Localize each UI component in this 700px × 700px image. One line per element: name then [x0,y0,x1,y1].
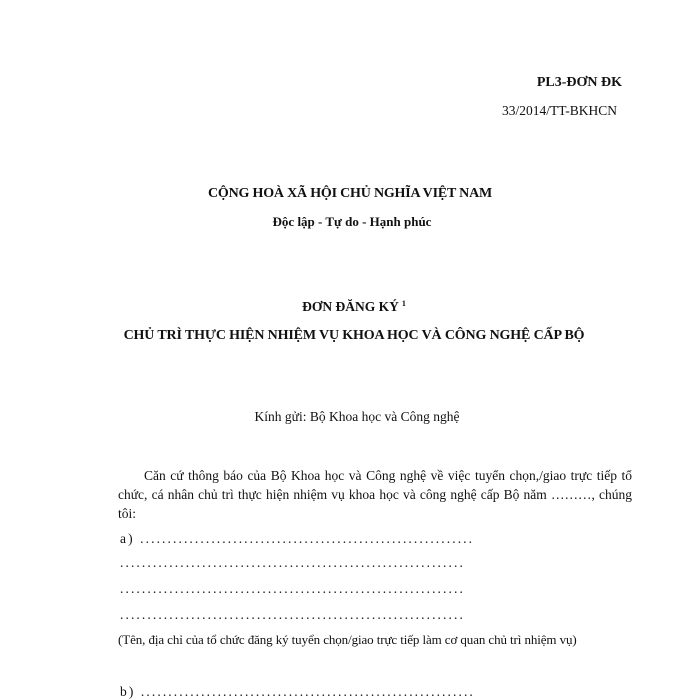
dotted-line-3: ............................................................... [120,607,465,622]
form-title [0,299,700,315]
form-subtitle: CHỦ TRÌ THỰC HIỆN NHIỆM VỤ KHOA HỌC VÀ CÔNG NGHỆ CẤP BỘ [123,328,585,343]
circular-reference: 33/2014/TT-BKHCN [501,103,617,118]
item-b-line: b) ............................................................. [120,684,475,699]
dotted-line-1: ............................................................... [120,555,465,570]
footnote-mark: 1 [401,299,406,308]
national-name: CỘNG HOÀ XÃ HỘI CHỦ NGHĨA VIỆT NAM [208,186,492,201]
form-code: PL3-ĐƠN ĐK [536,75,622,90]
recipient-line: Kính gửi: Bộ Khoa học và Công nghệ [254,409,460,424]
form-title-text: ĐƠN ĐĂNG KÝ [302,299,399,314]
item-a-note: (Tên, địa chỉ của tổ chức đăng ký tuyển chọn/giao trực tiếp làm cơ quan chủ trì nhiệm vụ) [118,632,577,647]
dotted-line-2: ............................................................... [120,581,465,596]
item-a-line: a) ............................................................. [120,531,475,546]
body-paragraph: Căn cứ thông báo của Bộ Khoa học và Công nghệ về việc tuyển chọn,/giao trực tiếp tổ chức, cá nhân chủ trì thực hiện nhiệm vụ khoa học và công nghệ cấp Bộ năm ………, chúng tôi: [118,468,632,521]
national-motto: Độc lập - Tự do - Hạnh phúc [272,214,432,229]
